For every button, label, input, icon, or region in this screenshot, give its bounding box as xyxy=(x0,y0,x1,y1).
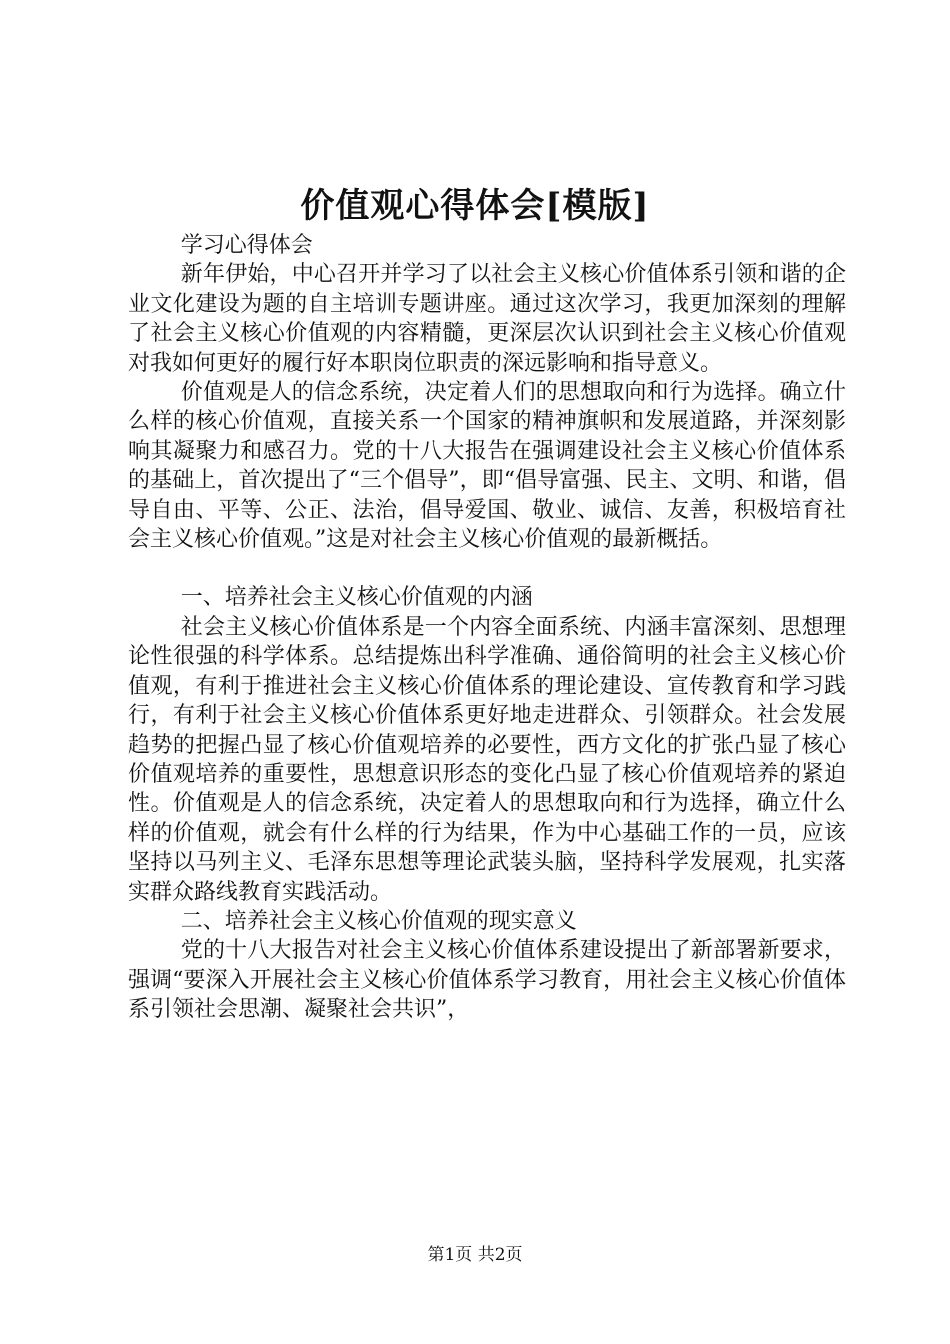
document-body xyxy=(128,231,846,1025)
paragraph-connotation: 社会主义核心价值体系是一个内容全面系统、内涵丰富深刻、思想理论性很强的科学体系。总结提炼出科学准确、通俗简明的社会主义核心价值观，有利于推进社会主义核心价值体系的理论建设、宣传教育和学习践行，有利于社会主义核心价值体系更好地走进群众、引领群众。社会发展趋势的把握凸显了核心价值观培养的必要性，西方文化的扩张凸显了核心价值观培养的重要性，思想意识形态的变化凸显了核心价值观培养的紧迫性。价值观是人的信念系统，决定着人的思想取向和行为选择，确立什么样的价值观，就会有什么样的行为结果，作为中心基础工作的一员，应该坚持以马列主义、毛泽东思想等理论武装头脑，坚持科学发展观，扎实落实群众路线教育实践活动。 xyxy=(128,614,846,905)
document-title: 价值观心得体会[模版] xyxy=(300,186,650,226)
page-number: 第1页 共2页 xyxy=(427,1245,523,1265)
paragraph-intro: 新年伊始，中心召开并学习了以社会主义核心价值体系引领和谐的企业文化建设为题的自主培训专题讲座。通过这次学习，我更加深刻的理解了社会主义核心价值观的内容精髓，更深层次认识到社会主义核心价值观对我如何更好的履行好本职岗位职责的深远影响和指导意义。 xyxy=(128,262,846,376)
paragraph-gap xyxy=(128,554,846,583)
paragraph-significance: 党的十八大报告对社会主义核心价值体系建设提出了新部署新要求，强调“要深入开展社会主义核心价值体系学习教育，用社会主义核心价值体系引领社会思潮、凝聚社会共识”， xyxy=(128,938,846,1023)
section-heading-1: 一、培养社会主义核心价值观的内涵 xyxy=(180,585,533,611)
section-subtitle: 学习心得体会 xyxy=(180,233,313,258)
section-heading-2: 二、培养社会主义核心价值观的现实意义 xyxy=(180,908,577,934)
paragraph-values: 价值观是人的信念系统，决定着人们的思想取向和行为选择。确立什么样的核心价值观，直接关系一个国家的精神旗帜和发展道路，并深刻影响其凝聚力和感召力。党的十八大报告在强调建设社会主义核心价值体系的基础上，首次提出了“三个倡导”，即“倡导富强、民主、文明、和谐，倡导自由、平等、公正、法治，倡导爱国、敬业、诚信、友善，积极培育社会主义核心价值观。”这是对社会主义核心价值观的最新概括。 xyxy=(128,380,846,553)
